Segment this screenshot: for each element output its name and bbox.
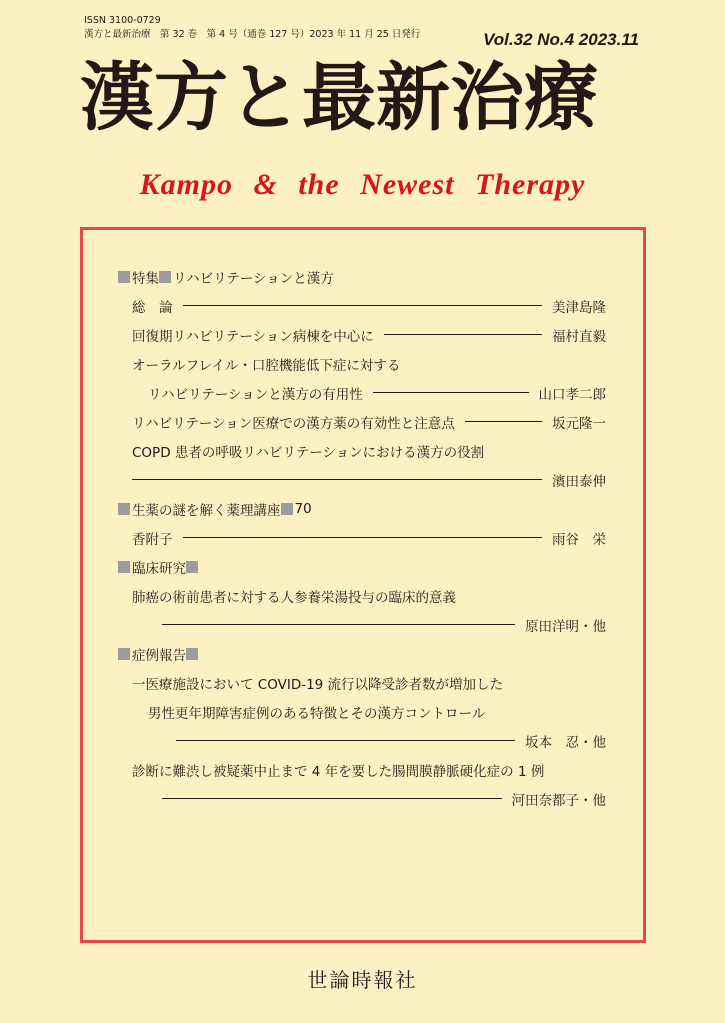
toc-entry-title-line[interactable] [118,581,606,610]
square-bullet-icon [159,271,171,283]
toc-entry[interactable] [118,726,606,755]
entry-title: 回復期リハビリテーション病棟を中心に [132,328,374,345]
entry-title: 香附子 [132,531,173,548]
square-bullet-icon [118,561,130,573]
leader-line [162,798,502,799]
entry-author: 雨谷 栄 [552,531,606,548]
leader-line [132,479,542,480]
toc-entry[interactable] [118,523,606,552]
leader-line [384,334,542,335]
entry-title: リハビリテーションと漢方の有用性 [148,386,363,403]
entry-author: 坂本 忍・他 [525,734,606,751]
leader-line [176,740,515,741]
section-heading-pharmacology: 生薬の謎を解く薬理講座 70 [118,494,606,523]
toc-entry[interactable] [118,784,606,813]
entry-author: 濱田泰伸 [552,473,606,490]
entry-title: 総 論 [132,299,173,316]
leader-line [183,305,543,306]
toc-entry-title-line[interactable] [118,668,606,697]
toc-entry[interactable] [118,407,606,436]
entry-title: 診断に難渋し被疑薬中止まで 4 年を要した腸間膜静脈硬化症の 1 例 [132,763,545,780]
publication-info [84,14,420,42]
toc-entry[interactable] [118,610,606,639]
toc-entry-title-line[interactable] [118,436,606,465]
entry-author: 原田洋明・他 [525,618,606,635]
entry-title: 男性更年期障害症例のある特徴とその漢方コントロール [148,705,486,722]
issue-info: 漢方と最新治療 第 32 巻 第 4 号（通巻 127 号）2023 年 11 月 25 日発行 [84,29,421,40]
square-bullet-icon [118,271,130,283]
leader-line [465,421,542,422]
issn: ISSN 3100-0729 [84,15,161,26]
toc-entry[interactable] [118,378,606,407]
entry-title: COPD 患者の呼吸リハビリテーションにおける漢方の役割 [132,444,485,461]
entry-author: 山口孝二郎 [538,386,606,403]
square-bullet-icon [186,561,198,573]
leader-line [373,392,529,393]
entry-title: オーラルフレイル・口腔機能低下症に対する [132,357,401,374]
toc-entry[interactable] [118,320,606,349]
section-heading-case-report: 症例報告 [118,639,606,668]
square-bullet-icon [281,503,293,515]
volume-number: Vol.32 No.4 2023.11 [483,30,639,49]
section-heading-feature: 特集 リハビリテーションと漢方 [118,262,606,291]
entry-title: 一医療施設において COVID-19 流行以降受診者数が増加した [132,676,504,693]
entry-title: リハビリテーション医療での漢方薬の有効性と注意点 [132,415,455,432]
toc-entry[interactable] [118,291,606,320]
square-bullet-icon [118,648,130,660]
entry-author: 美津島隆 [552,299,606,316]
square-bullet-icon [186,648,198,660]
entry-author: 福村直毅 [552,328,606,345]
leader-line [183,537,543,538]
toc-entry-title-line[interactable] [118,349,606,378]
publisher-name: 世論時報社 [307,968,418,992]
toc-entry[interactable] [118,465,606,494]
section-heading-clinical: 臨床研究 [118,552,606,581]
table-of-contents [118,262,606,813]
entry-title: 肺癌の術前患者に対する人参養栄湯投与の臨床的意義 [132,589,456,606]
entry-author: 河田奈都子・他 [511,792,606,809]
toc-entry-title-line[interactable] [118,755,606,784]
toc-entry-title-line[interactable] [118,697,606,726]
entry-author: 坂元隆一 [552,415,606,432]
leader-line [162,624,515,625]
journal-subtitle: Kampo & the Newest Therapy [139,168,586,201]
square-bullet-icon [118,503,130,515]
journal-title: 漢方と最新治療 [80,55,598,141]
